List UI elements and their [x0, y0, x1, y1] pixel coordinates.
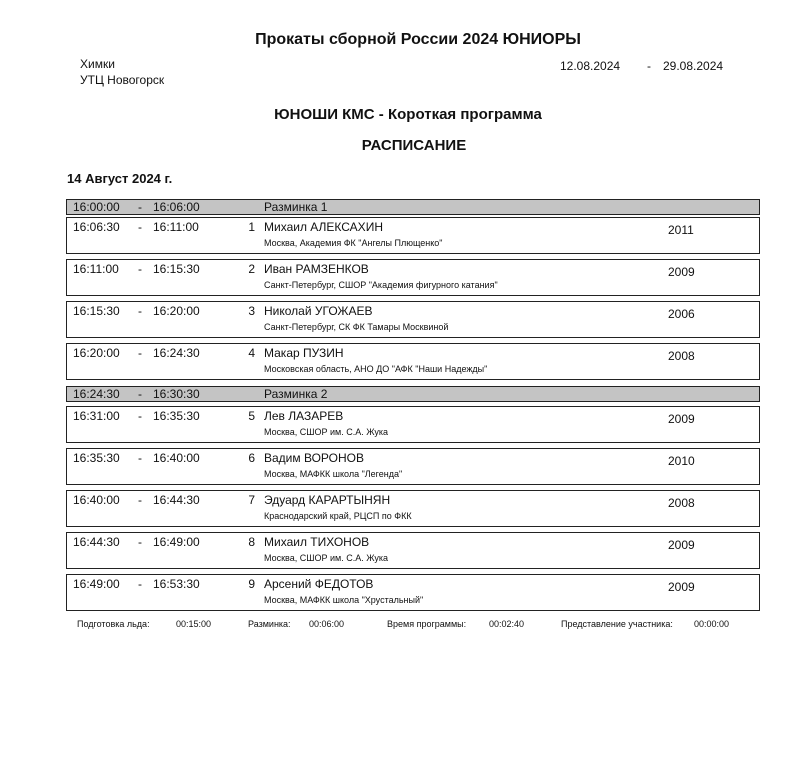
- skater-club: Москва, Академия ФК "Ангелы Плющенко": [264, 238, 443, 248]
- time-dash: -: [138, 346, 142, 360]
- start-time: 16:49:00: [73, 577, 120, 591]
- birth-year: 2009: [668, 538, 695, 552]
- presentation-value: 00:00:00: [694, 619, 730, 629]
- skater-club: Москва, МАФКК школа "Легенда": [264, 469, 403, 479]
- time-dash: -: [138, 577, 142, 591]
- birth-year: 2008: [668, 349, 695, 363]
- start-time: 16:40:00: [73, 493, 120, 507]
- time-dash: -: [138, 200, 142, 214]
- start-time: 16:20:00: [73, 346, 120, 360]
- warmup-start-time: 16:00:00: [73, 200, 120, 214]
- skater-row: [66, 574, 760, 611]
- start-number: 3: [248, 304, 255, 318]
- skater-name: Николай УГОЖАЕВ: [264, 304, 373, 318]
- skater-club: Москва, СШОР им. С.А. Жука: [264, 427, 389, 437]
- program-time-label: Время программы:: [387, 619, 467, 629]
- skater-name: Иван РАМЗЕНКОВ: [264, 262, 369, 276]
- start-time: 16:31:00: [73, 409, 120, 423]
- start-number: 2: [248, 262, 255, 276]
- date-from: 12.08.2024: [560, 59, 621, 73]
- ice-prep-label: Подготовка льда:: [77, 619, 150, 629]
- category-title: ЮНОШИ КМС - Короткая программа: [274, 106, 542, 123]
- warmup-label: Разминка 2: [264, 387, 328, 401]
- ice-prep-value: 00:15:00: [176, 619, 212, 629]
- time-dash: -: [138, 387, 142, 401]
- birth-year: 2009: [668, 265, 695, 279]
- start-time: 16:06:30: [73, 220, 120, 234]
- start-number: 8: [248, 535, 255, 549]
- venue: УТЦ Новогорск: [80, 73, 165, 87]
- start-number: 7: [248, 493, 255, 507]
- warmup-duration-value: 00:06:00: [309, 619, 345, 629]
- birth-year: 2009: [668, 412, 695, 426]
- end-time: 16:24:30: [153, 346, 200, 360]
- warmup-end-time: 16:06:00: [153, 200, 200, 214]
- skater-row: [66, 406, 760, 443]
- warmup-label: Разминка 1: [264, 200, 328, 214]
- skater-row: [66, 343, 760, 380]
- program-time-value: 00:02:40: [489, 619, 525, 629]
- skater-club: Краснодарский край, РЦСП по ФКК: [264, 511, 412, 521]
- time-dash: -: [138, 493, 142, 507]
- skater-name: Вадим ВОРОНОВ: [264, 451, 364, 465]
- start-time: 16:15:30: [73, 304, 120, 318]
- birth-year: 2011: [668, 223, 694, 237]
- start-number: 4: [248, 346, 255, 360]
- skater-name: Эдуард КАРАРТЫНЯН: [264, 493, 391, 507]
- time-dash: -: [138, 304, 142, 318]
- date-separator: -: [647, 59, 651, 73]
- end-time: 16:44:30: [153, 493, 200, 507]
- end-time: 16:49:00: [153, 535, 200, 549]
- skater-row: [66, 217, 760, 254]
- birth-year: 2009: [668, 580, 695, 594]
- warmup-end-time: 16:30:30: [153, 387, 200, 401]
- skater-row: [66, 448, 760, 485]
- time-dash: -: [138, 451, 142, 465]
- skater-name: Михаил ТИХОНОВ: [264, 535, 370, 549]
- end-time: 16:11:00: [153, 220, 199, 234]
- presentation-label: Представление участника:: [561, 619, 673, 629]
- end-time: 16:20:00: [153, 304, 200, 318]
- birth-year: 2008: [668, 496, 695, 510]
- start-time: 16:44:30: [73, 535, 120, 549]
- start-number: 6: [248, 451, 255, 465]
- warmup-row: [66, 386, 760, 402]
- event-title: Прокаты сборной России 2024 ЮНИОРЫ: [255, 31, 581, 48]
- birth-year: 2010: [668, 454, 695, 468]
- birth-year: 2006: [668, 307, 695, 321]
- skater-row: [66, 490, 760, 527]
- warmup-row: [66, 199, 760, 215]
- skater-row: [66, 259, 760, 296]
- skater-club: Санкт-Петербург, СШОР "Академия фигурного катания": [264, 280, 498, 290]
- time-dash: -: [138, 220, 142, 234]
- end-time: 16:35:30: [153, 409, 200, 423]
- time-dash: -: [138, 409, 142, 423]
- schedule-title: РАСПИСАНИЕ: [361, 137, 467, 154]
- skater-club: Москва, МАФКК школа "Хрустальный": [264, 595, 424, 605]
- start-time: 16:11:00: [73, 262, 119, 276]
- start-number: 5: [248, 409, 255, 423]
- date-to: 29.08.2024: [663, 59, 724, 73]
- start-number: 9: [248, 577, 255, 591]
- skater-name: Макар ПУЗИН: [264, 346, 344, 360]
- end-time: 16:53:30: [153, 577, 200, 591]
- time-dash: -: [138, 262, 142, 276]
- skater-name: Лев ЛАЗАРЕВ: [264, 409, 344, 423]
- warmup-duration-label: Разминка:: [248, 619, 291, 629]
- day-date: 14 Август 2024 г.: [67, 171, 173, 186]
- skater-name: Михаил АЛЕКСАХИН: [264, 220, 383, 234]
- time-dash: -: [138, 535, 142, 549]
- skater-club: Санкт-Петербург, СК ФК Тамары Москвиной: [264, 322, 449, 332]
- end-time: 16:40:00: [153, 451, 200, 465]
- skater-row: [66, 301, 760, 338]
- start-time: 16:35:30: [73, 451, 120, 465]
- end-time: 16:15:30: [153, 262, 200, 276]
- city: Химки: [80, 57, 115, 71]
- start-number: 1: [248, 220, 255, 234]
- skater-row: [66, 532, 760, 569]
- skater-club: Москва, СШОР им. С.А. Жука: [264, 553, 389, 563]
- skater-name: Арсений ФЕДОТОВ: [264, 577, 374, 591]
- warmup-start-time: 16:24:30: [73, 387, 120, 401]
- skater-club: Московская область, АНО ДО "АФК "Наши Надежды": [264, 364, 488, 374]
